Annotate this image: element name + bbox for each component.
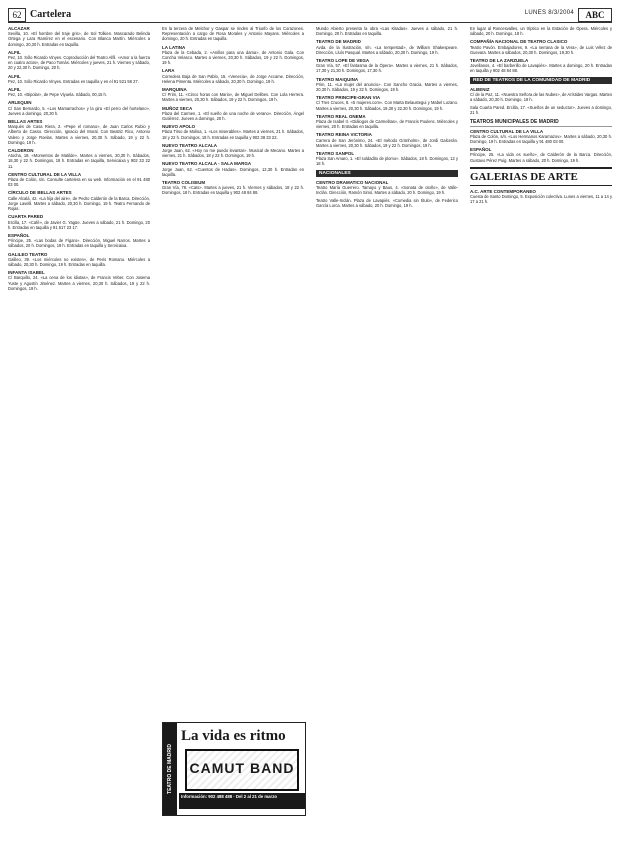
venue-name: GALILEO TEATRO bbox=[8, 251, 48, 257]
listing-entry bbox=[316, 39, 458, 55]
venue-name: MARQUINA bbox=[162, 87, 187, 93]
listing-text: Ercilla, 17. «Café», de Javier G. Yagüe. Jueves a sábado, 21 h. Domingo, 20 h. Entradas en taquilla y 91 517 23 17. bbox=[8, 219, 150, 230]
listing-entry bbox=[8, 50, 150, 71]
listing-text: Jorge Juan, 62. «Cuentos de Hadas». Domingos, 12,30 h. Entradas en taquilla. bbox=[162, 166, 304, 177]
venue-name: ALCAZAR bbox=[8, 26, 30, 31]
listing-text: Teatro María Guerrero. Tamayo y Baus, 4. «Sonata de otoño», de Valle-Inclán. Dirección, Ramón Simó. Martes a sábado, 20 h. Domingo, 19 h. bbox=[316, 184, 458, 196]
listing-entry bbox=[8, 74, 150, 84]
venue-name: CUARTA PARED bbox=[8, 214, 44, 220]
listing-text: C/ San Bernardo, 5. «Los Mamarrachos» y la gira «El perro del hortelano». Jueves a domingo, 20,30 h. bbox=[8, 105, 150, 116]
listing-text: C/ Prim, 11. «Cinco horas con Mario», de Miguel Delibes. Con Lola Herrera. Martes a viernes, 20,30 h. Sábados, 19 y 22 h. Domingos, 19 h. bbox=[162, 92, 304, 103]
listing-text: Atocha, 18. «Momentos de Matilde». Martes a viernes, 20,30 h. Sábados, 18,30 y 22 h. Domingos, 18 h. Entradas en taquilla, Servicaixa y 902 33 22 11. bbox=[8, 153, 150, 169]
listing-text: Plaza San Amaro, 1. «El soldadito de plomo». Sábados, 18 h. Domingos, 12 y 18 h. bbox=[316, 156, 458, 167]
listing-entry bbox=[162, 180, 304, 196]
listing-entry bbox=[162, 26, 304, 42]
listing-text: Plaza de Isabel II. «Diálogos de Carmelitas», de Francis Poulenc. Miércoles y viernes, 20 h. Entradas en taquilla. bbox=[316, 119, 458, 130]
listing-text: Sevilla, 10. «El hombre del traje gris», de Sol Tolkien. Mascarado Belinda Ortega y Lara Ramírez en el escenario. Con Blanca Martín. Miércoles a domingo, 20,30 h. Entradas en taquilla. bbox=[8, 31, 150, 47]
listing-entry bbox=[316, 198, 458, 208]
ad-title: La vida es ritmo bbox=[181, 728, 286, 744]
listing-entry bbox=[316, 114, 458, 130]
listing-text: Mundo Abierto presenta la obra «Las Kitadas». Jueves a sábado, 21 h. Domingo, 20 h. Entradas en taquilla. bbox=[316, 26, 458, 37]
venue-name: CENTRO DRAMATICO NACIONAL bbox=[316, 179, 389, 185]
listing-entry bbox=[470, 147, 612, 163]
venue-name: TEATRO COLISEUM bbox=[162, 180, 206, 186]
listing-entry bbox=[162, 45, 304, 66]
ad-footer: Información: 902 488 488 · Del 2 al 21 de marzo bbox=[179, 793, 306, 809]
listing-entry bbox=[8, 87, 150, 97]
listing-entry bbox=[316, 180, 458, 196]
listing-text: Sala Cuarta Pared. Ercilla, 17. «Sueños de un seductor». Jueves a domingo, 21 h. bbox=[470, 105, 612, 116]
listing-text: En la tercera de Melchor y Gaspar se rinden al Triunfo de los Corazones. Representación a cargo de Rosa Morales y Antonio Mayans. Miércoles a domingo, 20 h. Entradas en taquilla. bbox=[162, 26, 304, 42]
venue-name: CALDERON bbox=[8, 148, 34, 154]
listing-text: Marqués de Casa Riera, 2. «Pepe el romano», de Juan Carlos Rubio y Alberto de Casso. Dirección, Ignacio del Moral. Con Beatriz Rico, Antonio Valero y Jorge Roelas. Martes a viernes, 20,30 h. Sábado, 19 y 22 h. Domingo, 19 h. bbox=[8, 124, 150, 145]
listing-text: Príncipe, 25. «La vida es sueño», de Calderón de la Barca. Dirección, Gustavo Pérez Puig. Martes a sábado, 20 h. Domingo, 19 h. bbox=[470, 152, 612, 163]
venue-name: TEATRO DE MADRID bbox=[316, 39, 361, 45]
section-band: NACIONALES bbox=[316, 170, 458, 177]
listing-entry bbox=[162, 106, 304, 122]
venue-name: CÍRCULO DE BELLAS ARTES bbox=[8, 190, 72, 196]
venue-name: TEATRO LOPE DE VEGA bbox=[316, 58, 370, 64]
ad-band-name: CAMUT BAND bbox=[185, 749, 299, 791]
listing-text: C/ de la Paz, 11. «Nuestra Señora de las Nubes», de Arístides Vargas. Martes a sábado, 20,30 h. Domingo, 19 h. bbox=[470, 91, 612, 103]
listing-entry bbox=[162, 143, 304, 159]
listing-entry bbox=[162, 68, 304, 84]
listing-entry bbox=[8, 270, 150, 291]
venue-name: ESPAÑOL bbox=[8, 232, 30, 238]
venue-name: TEATRO REINA VICTORIA bbox=[316, 132, 372, 138]
listing-entry bbox=[8, 190, 150, 211]
galleries-heading: GALERIAS DE ARTE bbox=[470, 167, 612, 186]
ad-side-banner bbox=[163, 723, 177, 815]
listing-entry bbox=[316, 26, 458, 36]
issue-date: LUNES 8/3/2004 bbox=[524, 10, 574, 16]
listing-text: Teatro Valle-Inclán. Plaza de Lavapiés. «Comedia sin título», de Federico García Lorca. Martes a sábado, 20 h. Domingo, 19 h. bbox=[316, 198, 458, 209]
listing-text: Plaza Tirso de Molina, 1. «Los miserables». Martes a viernes, 21 h. Sábados, 18 y 22 h. Domingos, 18 h. Entradas en taquilla y 902 38 33 22. bbox=[162, 129, 304, 140]
listing-text: Pez, 10. «Bipolar», de Pepe Viyuela. Sábado, 00,15 h. bbox=[8, 92, 107, 98]
listing-entry bbox=[316, 95, 458, 111]
listing-text: En lugar al Roncesvalles, un tríptico en la Estación de Ópera. Miércoles y sábado, 20 h. Domingo, 18 h. bbox=[470, 26, 612, 37]
listing-text: Plaza del Carmen, 1. «El sueño de una noche de verano». Dirección, Ángel Gutiérrez. Jueves a domingo, 20 h. bbox=[162, 110, 304, 122]
listing-text: Prim, 11. «La mujer del anuncio». Con Sancho Gracia. Martes a viernes, 20,30 h. Sábados, 19 y 22 h. Domingos, 19 h. bbox=[316, 81, 458, 93]
listing-entry bbox=[470, 189, 612, 205]
listing-column-3 bbox=[316, 26, 458, 844]
venue-name: ALFIL bbox=[8, 87, 21, 93]
listing-column-4 bbox=[470, 26, 612, 844]
listing-text: Calle Alcalá, 42. «La hija del aire», de Pedro Calderón de la Barca. Dirección, Jorge Lavelli. Martes a sábado, 20,30 h. Domingo, 19 h. Teatro Fernando de Rojas. bbox=[8, 195, 150, 212]
venue-name: ARLEQUIN bbox=[8, 100, 32, 106]
section-title: Cartelera bbox=[30, 9, 72, 20]
section-band: RED DE TEATROS DE LA COMUNIDAD DE MADRID bbox=[470, 77, 612, 84]
listing-entry bbox=[316, 77, 458, 93]
venue-name: A.C. ARTE CONTEMPORANEO bbox=[470, 188, 536, 194]
listing-entry bbox=[316, 132, 458, 148]
listing-text: Carrera de San Jerónimo, 24. «El método Grönholm», de Jordi Galcerán. Martes a viernes, 20,30 h. Sábados, 19 y 22 h. Domingos, 19 h. bbox=[316, 137, 458, 148]
listing-entry bbox=[162, 87, 304, 103]
listing-entry bbox=[316, 58, 458, 74]
listing-entry bbox=[8, 26, 150, 47]
venue-name: ALFIL bbox=[8, 73, 21, 79]
listing-entry bbox=[470, 105, 612, 115]
listing-entry bbox=[8, 119, 150, 145]
listing-text: Pez, 10. Sólo Ricardo Vinyes. Coproducción del Teatro Alfil. «Amor a la fuerza en cuatro actos», de Paco Tomás. Miércoles y jueves, 21 h. Viernes y sábado, 20 y 22,30 h. Domingo, 20 h. bbox=[8, 55, 150, 71]
listing-entry bbox=[8, 233, 150, 249]
ad-side-text: TEATRO DE MADRID bbox=[167, 744, 173, 794]
venue-name: LARA bbox=[162, 68, 175, 74]
listing-text: Gran Vía, 78. «Cats». Martes a jueves, 21 h. Viernes y sábados, 18 y 22 h. Domingos, 18 h. Entradas en taquilla y 902 48 84 88. bbox=[162, 185, 304, 196]
venue-name: CENTRO CULTURAL DE LA VILLA bbox=[470, 128, 544, 134]
listing-entry bbox=[162, 124, 304, 140]
listing-entry bbox=[470, 39, 612, 55]
listing-text: Corredera Baja de San Pablo, 15. «Venecia», de Jorge Accame. Dirección, Helena Pimenta. Miércoles a sábado, 20,30 h. Domingo, 19 h. bbox=[162, 73, 304, 84]
listing-entry bbox=[470, 87, 612, 103]
listing-entry bbox=[470, 58, 612, 74]
venue-name: TEATRO REAL ONEMA bbox=[316, 113, 366, 119]
listing-entry bbox=[8, 148, 150, 169]
listing-text: Plaza de Colón, s/n. «Los Hermanos Karamazov». Martes a sábado, 20,30 h. Domingo, 19 h. Entradas en taquilla y 91 480 03 00. bbox=[470, 133, 612, 145]
listing-text: Gran Vía, 57. «El fantasma de la Ópera». Martes a viernes, 21 h. Sábados, 17,30 y 21,30 h. Domingos, 17,30 h. bbox=[316, 63, 458, 74]
newspaper-logo: ABC bbox=[578, 8, 612, 22]
venue-name: COMPAÑÍA NACIONAL DE TEATRO CLASICO bbox=[470, 39, 568, 45]
listing-text: Príncipe, 25. «Las bodas de Fígaro». Dirección, Miguel Narros. Martes a sábados, 20 h. Domingos, 19 h. Entradas en taquilla y Servicaixa. bbox=[8, 238, 150, 249]
listing-entry bbox=[316, 151, 458, 167]
listing-text: Jovellanos, 4. «El barberillo de Lavapiés». Martes a domingo, 20 h. Entradas en taquilla y 902 48 84 88. bbox=[470, 63, 612, 74]
listing-text: Plaza de Colón, s/n. Consulte cartelera en su web. Información en el 91 480 03 00. bbox=[8, 177, 150, 188]
listing-entry bbox=[8, 252, 150, 268]
venue-name: TEATRO DE LA ZARZUELA bbox=[470, 58, 529, 64]
venue-name: TEATRO PRINCIPE-GRAN VIA bbox=[316, 95, 381, 101]
page-header bbox=[8, 8, 612, 23]
listing-entry bbox=[470, 129, 612, 145]
page-number: 62 bbox=[8, 8, 26, 22]
listing-text: Galileo, 39. «Los miércoles no existen», de Peris Romano. Miércoles a sábado, 20,30 h. Domingo, 19 h. Entradas en taquilla. bbox=[8, 256, 150, 267]
listing-text: C/ Tres Cruces, 8. «5 mujeres.com». Con Marta Belaustegui y Mabel Lozano. Martes a viernes, 20,30 h. Sábados, 19,30 y 22,30 h. Domingos, 19 h. bbox=[316, 100, 458, 111]
venue-name: NUEVO APOLO bbox=[162, 124, 196, 130]
venue-name: ALFIL bbox=[8, 49, 21, 55]
venue-name: ESPAÑOL bbox=[470, 147, 492, 153]
listing-text: Pez, 10. Sólo Ricardo Vinyes. Entradas en taquilla y en el 91 521 58 27. bbox=[8, 78, 139, 84]
listing-text: Plaza de la Cebada, 2. «Anillos para una dama», de Antonio Gala. Con Concha Velasco. Martes a viernes, 20,30 h. Sábados, 19 y 22 h. Domingos, 19 h. bbox=[162, 49, 304, 66]
listing-column-1 bbox=[8, 26, 150, 844]
listing-entry bbox=[8, 100, 150, 116]
listing-entry bbox=[8, 172, 150, 188]
venue-name: NUEVO TEATRO ALCALA - SALA MARGA bbox=[162, 161, 252, 167]
listing-text: C/ Barquillo, 24. «La cena de los idiotas», de Francis Veber. Con Josema Yuste y Agustín Jiménez. Martes a viernes, 20,30 h. Sábados, 19 y 22 h. Domingos, 19 h. bbox=[8, 275, 150, 291]
listing-text: Teatro Pavón. Embajadores, 9. «La serrana de la Vera», de Luis Vélez de Guevara. Martes a sábados, 20,30 h. Domingos, 19,30 h. bbox=[470, 44, 612, 55]
venue-name: MUÑOZ SECA bbox=[162, 105, 193, 111]
listing-text: Avda. de la Ilustración, s/n. «La tempestad», de William Shakespeare. Dirección, Lluís Pasqual. Martes a sábado, 20,30 h. Domingo, 19 h. bbox=[316, 44, 458, 55]
listing-entry bbox=[8, 214, 150, 230]
listing-entry bbox=[162, 161, 304, 177]
listing-text: Cuesta de Santo Domingo, 5. Exposición colectiva. Lunes a viernes, 11 a 14 y 17 a 21 h. bbox=[470, 194, 612, 205]
venue-name: CENTRO CULTURAL DE LA VILLA bbox=[8, 171, 82, 177]
venue-name: TEATRO SANPOL bbox=[316, 151, 355, 157]
venue-name: NUEVO TEATRO ALCALA bbox=[162, 142, 217, 148]
listing-entry bbox=[470, 26, 612, 36]
advertisement bbox=[162, 722, 306, 816]
listing-text: Jorge Juan, 62. «Hoy no me puedo levantar». Musical de Mecano. Martes a viernes, 21 h. Sábados, 18 y 22 h. Domingos, 19 h. bbox=[162, 148, 304, 159]
venue-name: ALBENIZ bbox=[470, 86, 490, 92]
venue-name: BELLAS ARTES bbox=[8, 119, 43, 125]
section-subheading: TEATROS MUNICIPALES DE MADRID bbox=[470, 119, 612, 127]
venue-name: INFANTA ISABEL bbox=[8, 270, 45, 276]
venue-name: LA LATINA bbox=[162, 44, 186, 50]
venue-name: TEATRO MAIQUINA bbox=[316, 76, 359, 82]
